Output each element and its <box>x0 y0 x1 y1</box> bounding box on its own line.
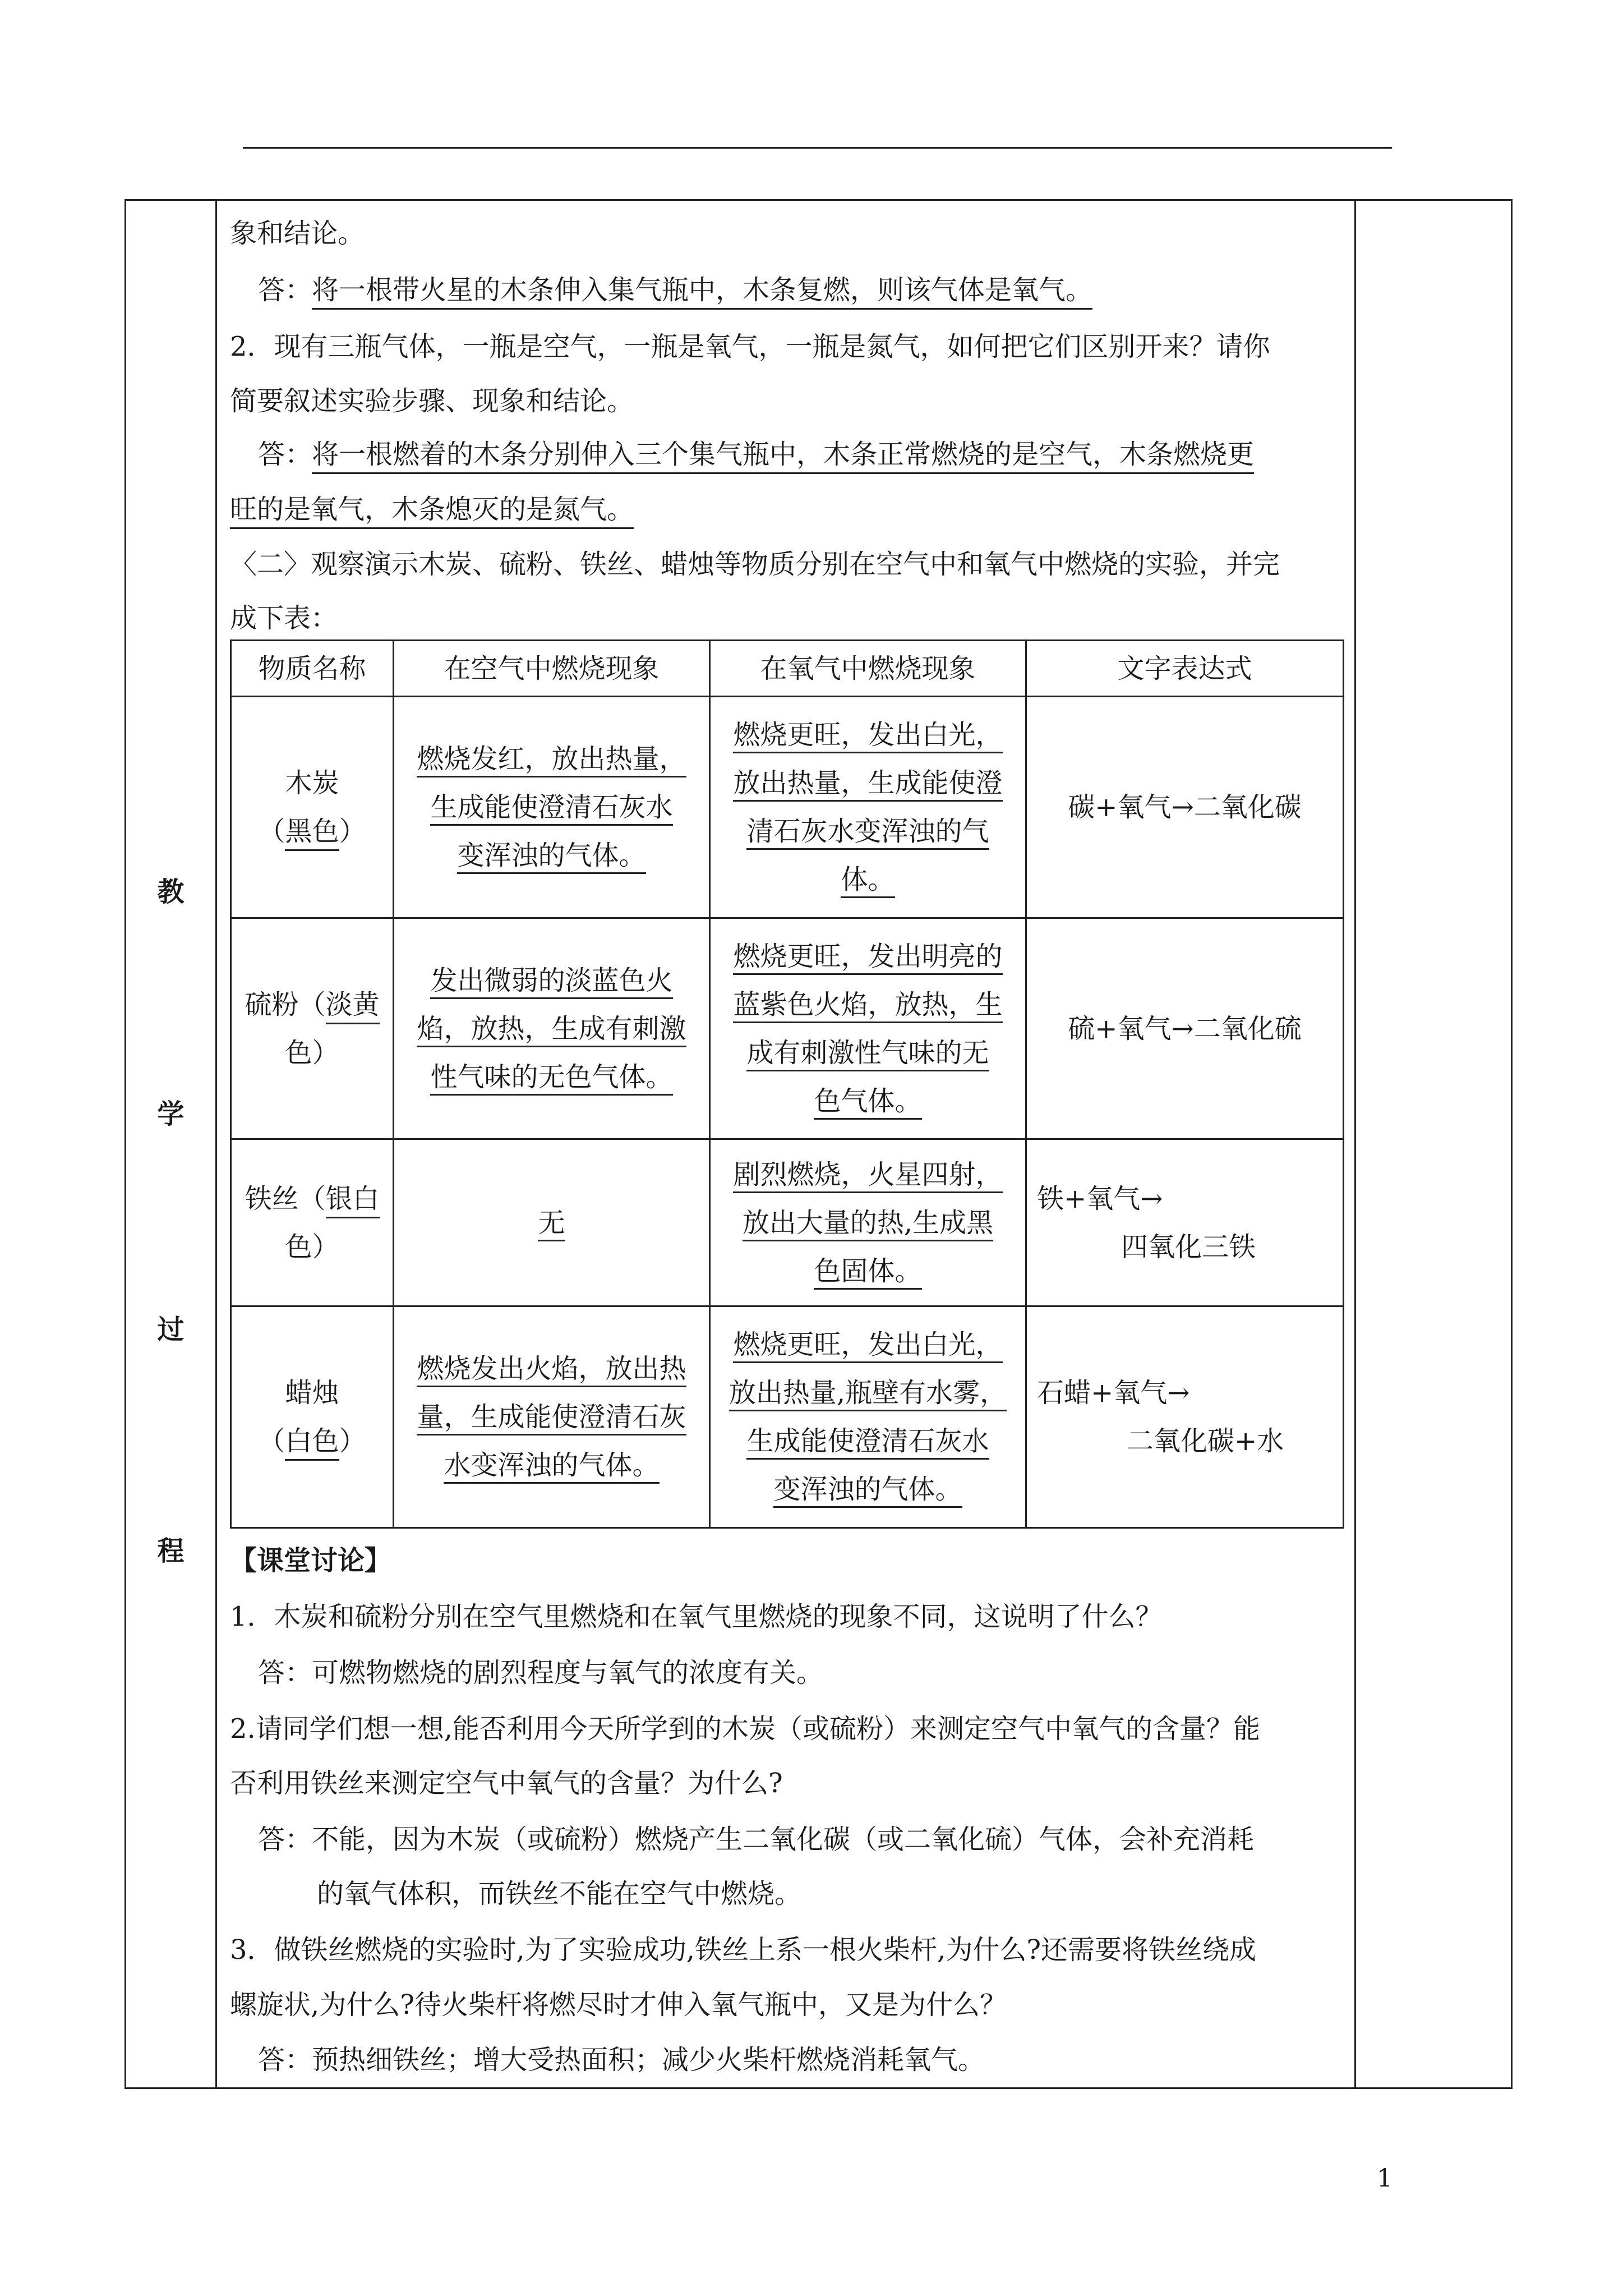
table-header-row <box>231 641 1344 697</box>
table-row <box>231 1139 1344 1306</box>
substance-name: 木炭 <box>285 767 339 799</box>
column-divider-left <box>215 201 217 2087</box>
discussion-line: 否利用铁丝来测定空气中氧气的含量？为什么? <box>230 1768 783 1799</box>
substance-name: 硫粉（淡黄 <box>242 981 382 1029</box>
discussion-title: 【课堂讨论】 <box>230 1545 392 1576</box>
discussion-line: 2.请同学们想一想,能否利用今天所学到的木炭（或硫粉）来测定空气中氧气的含量？能 <box>230 1713 1261 1745</box>
oxygen-phenomenon-cell: 燃烧更旺，发出白光， 放出热量,瓶壁有水雾， 生成能使澄清石灰水 变浑浊的气体。 <box>710 1306 1026 1528</box>
left-label-char: 程 <box>157 1535 185 1567</box>
discussion-line: 的氧气体积，而铁丝不能在空气中燃烧。 <box>317 1878 802 1910</box>
question-line: 2．现有三瓶气体，一瓶是空气，一瓶是氧气，一瓶是氮气，如何把它们区别开来？请你 <box>230 331 1270 362</box>
substance-color: 色） <box>285 1231 339 1263</box>
header-cell: 在空气中燃烧现象 <box>394 641 710 697</box>
air-phenomenon-cell: 发出微弱的淡蓝色火 焰，放热，生成有刺激 性气味的无色气体。 <box>394 918 710 1139</box>
equation-cell: 硫+氧气→二氧化硫 <box>1026 918 1344 1139</box>
answer-line <box>258 274 1093 306</box>
air-phenomenon-cell: 无 <box>394 1139 710 1306</box>
left-label-char: 过 <box>157 1314 185 1345</box>
equation-cell: 碳+氧气→二氧化碳 <box>1026 697 1344 918</box>
section-line: 成下表： <box>230 602 338 634</box>
table-row <box>231 1306 1344 1528</box>
substance-cell <box>231 697 394 918</box>
answer-prefix: 答： <box>258 439 312 470</box>
page-number: 1 <box>1377 2164 1393 2193</box>
header-cell: 在氧气中燃烧现象 <box>710 641 1026 697</box>
header-rule <box>243 147 1392 149</box>
discussion-line: 螺旋状,为什么?待火柴杆将燃尽时才伸入氧气瓶中，又是为什么？ <box>230 1989 1007 2021</box>
oxygen-phenomenon-cell: 燃烧更旺，发出明亮的 蓝紫色火焰，放热，生 成有刺激性气味的无 色气体。 <box>710 918 1026 1139</box>
substance-color: （黑色） <box>242 807 382 855</box>
substance-name: 蜡烛 <box>285 1377 339 1409</box>
discussion-line: 3．做铁丝燃烧的实验时,为了实验成功,铁丝上系一根火柴杆,为什么?还需要将铁丝绕成 <box>230 1934 1257 1966</box>
substance-cell <box>231 1306 394 1528</box>
substance-name: 铁丝（银白 <box>242 1175 382 1223</box>
answer-prefix: 答： <box>258 274 312 306</box>
table-row <box>231 697 1344 918</box>
substance-color: （白色） <box>242 1417 382 1465</box>
oxygen-phenomenon-cell: 燃烧更旺，发出白光， 放出热量，生成能使澄 清石灰水变浑浊的气 体。 <box>710 697 1026 918</box>
table-row <box>231 918 1344 1139</box>
discussion-line: 答：可燃物燃烧的剧烈程度与氧气的浓度有关。 <box>258 1657 824 1688</box>
air-phenomenon-cell: 燃烧发红，放出热量， 生成能使澄清石灰水 变浑浊的气体。 <box>394 697 710 918</box>
discussion-line: 答：预热细铁丝；增大受热面积；减少火柴杆燃烧消耗氧气。 <box>258 2044 985 2076</box>
header-cell: 文字表达式 <box>1026 641 1344 697</box>
column-divider-right <box>1354 201 1356 2087</box>
left-label-char: 教 <box>157 876 185 908</box>
substance-cell <box>231 1139 394 1306</box>
equation-cell: 铁+氧气→ 四氧化三铁 <box>1026 1139 1344 1306</box>
answer-line <box>258 441 1254 468</box>
substance-cell <box>231 918 394 1139</box>
question-line: 简要叙述实验步骤、现象和结论。 <box>230 385 634 417</box>
substance-color: 色） <box>285 1037 339 1069</box>
discussion-line: 答：不能，因为木炭（或硫粉）燃烧产生二氧化碳（或二氧化硫）气体，会补充消耗 <box>258 1824 1255 1855</box>
equation-cell: 石蜡+氧气→ 二氧化碳+水 <box>1026 1306 1344 1528</box>
answer-text: 将一根带火星的木条伸入集气瓶中，木条复燃，则该气体是氧气。 <box>312 274 1092 310</box>
answer-text: 旺的是氧气，木条熄灭的是氮气。 <box>230 494 634 529</box>
oxygen-phenomenon-cell: 剧烈燃烧，火星四射， 放出大量的热,生成黑 色固体。 <box>710 1139 1026 1306</box>
header-cell: 物质名称 <box>231 641 394 697</box>
answer-text: 将一根燃着的木条分别伸入三个集气瓶中，木条正常燃烧的是空气，木条燃烧更 <box>312 439 1254 474</box>
air-phenomenon-cell: 燃烧发出火焰，放出热 量，生成能使澄清石灰 水变浑浊的气体。 <box>394 1306 710 1528</box>
left-label-char: 学 <box>157 1098 185 1130</box>
answer-line <box>230 496 634 523</box>
discussion-line: 1．木炭和硫粉分别在空气里燃烧和在氧气里燃烧的现象不同，这说明了什么？ <box>230 1601 1163 1632</box>
section-line: 〈二〉观察演示木炭、硫粉、铁丝、蜡烛等物质分别在空气中和氧气中燃烧的实验，并完 <box>230 549 1280 580</box>
combustion-table <box>230 639 1344 1529</box>
text-line: 象和结论。 <box>230 218 365 249</box>
